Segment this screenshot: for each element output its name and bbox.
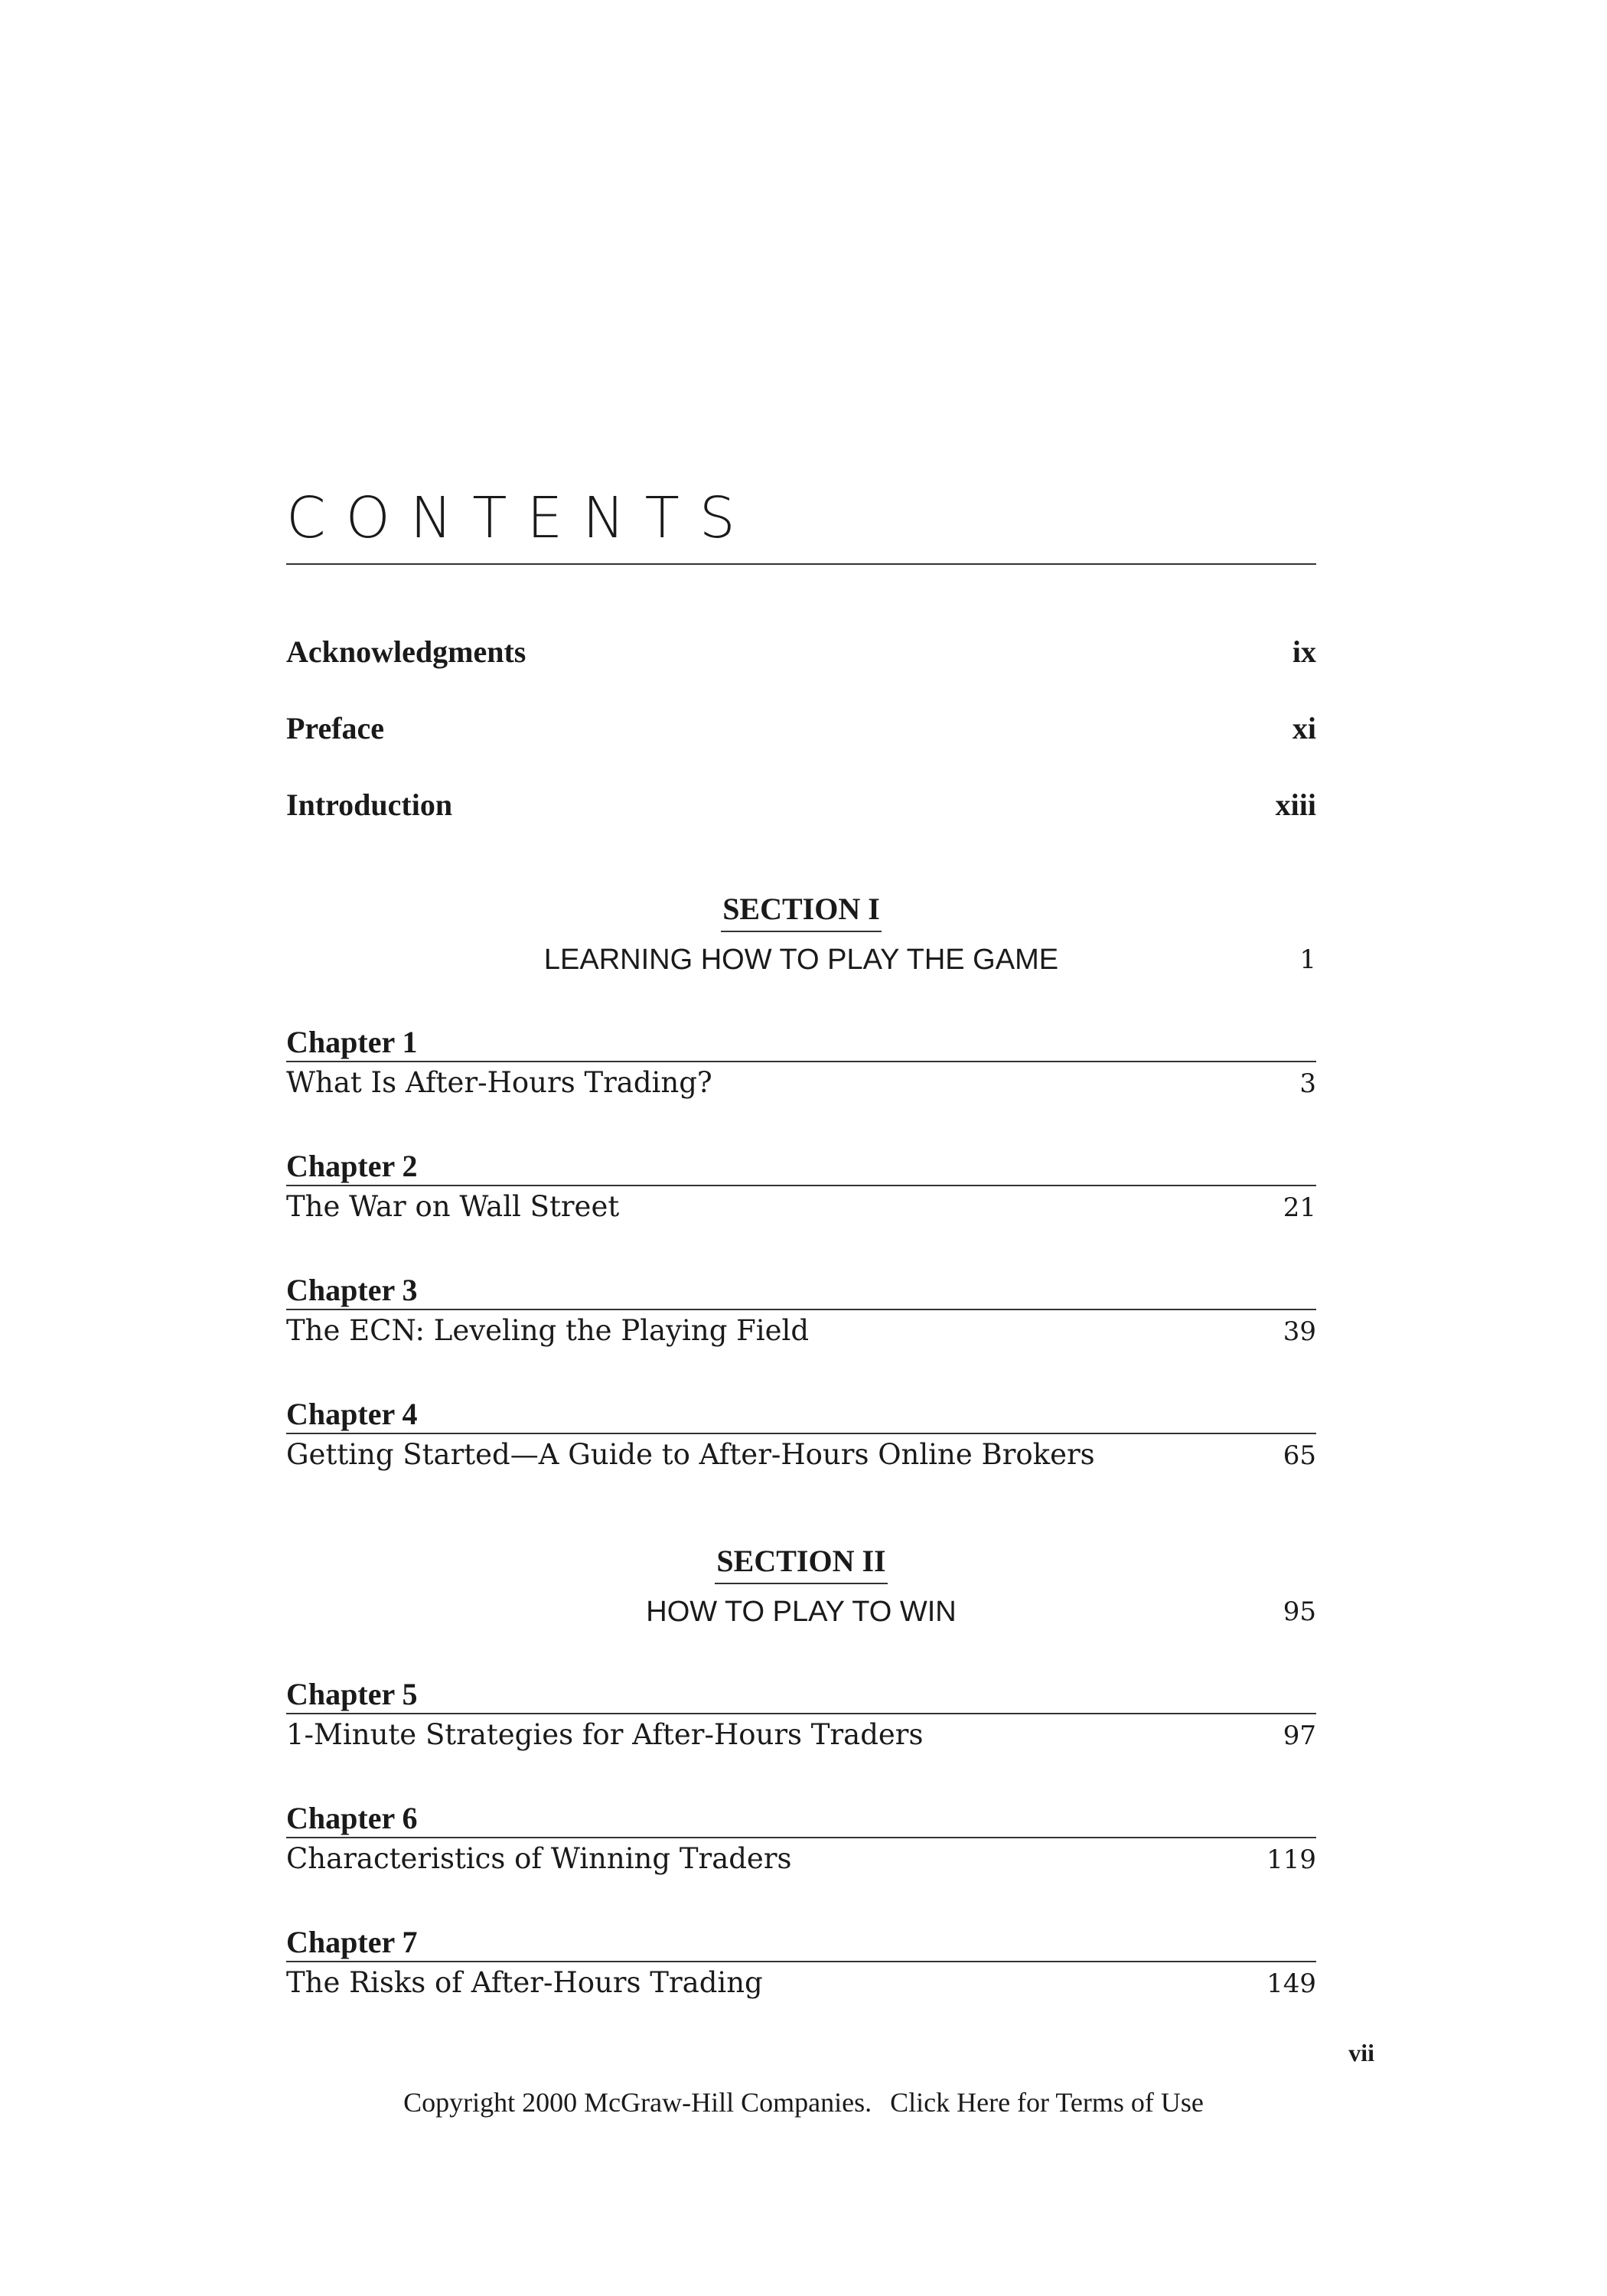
chapter-title: What Is After-Hours Trading? [286,1066,712,1099]
chapter-title: The War on Wall Street [286,1190,620,1223]
toc-entry-chapter-4[interactable] [286,1397,1316,1476]
toc-entry-label: Preface [286,711,385,745]
title-rule [286,563,1316,565]
chapter-page: 3 [1299,1068,1316,1099]
toc-entry-label: Introduction [286,788,453,822]
chapter-page: 149 [1266,1968,1316,1999]
terms-of-use-link[interactable]: Click Here for Terms of Use [890,2087,1204,2118]
section-title: HOW TO PLAY TO WIN [646,1596,957,1628]
chapter-title: Characteristics of Winning Traders [286,1842,792,1875]
toc-entry-chapter-6[interactable] [286,1802,1316,1880]
chapter-label: Chapter 2 [286,1150,1316,1186]
toc-entry-acknowledgments[interactable] [286,634,1316,669]
chapter-page: 97 [1283,1720,1316,1751]
toc-entry-chapter-3[interactable] [286,1274,1316,1352]
toc-entry-chapter-1[interactable] [286,1026,1316,1104]
toc-entry-chapter-2[interactable] [286,1150,1316,1228]
toc-entry-page: xiii [1275,788,1316,822]
chapter-label: Chapter 6 [286,1802,1316,1838]
toc-entry-label: Acknowledgments [286,634,526,669]
chapter-page: 39 [1283,1316,1316,1347]
chapter-label: Chapter 1 [286,1026,1316,1062]
section-title: LEARNING HOW TO PLAY THE GAME [543,944,1059,976]
chapter-label: Chapter 4 [286,1397,1316,1434]
chapter-page: 21 [1283,1192,1316,1223]
chapter-title: The ECN: Leveling the Playing Field [286,1314,810,1347]
page-title: CONTENTS [286,485,755,551]
section-heading: SECTION II [286,1546,1316,1584]
chapter-page: 119 [1266,1844,1316,1875]
toc-entry-section-1[interactable] [286,943,1316,977]
section-page: 1 [1299,944,1316,975]
toc-entry-page: ix [1292,634,1316,669]
toc-entry-page: xi [1292,711,1316,745]
section-heading: SECTION I [286,894,1316,932]
chapter-label: Chapter 3 [286,1274,1316,1310]
toc-entry-section-2[interactable] [286,1595,1316,1629]
chapter-title: 1-Minute Strategies for After-Hours Traders [286,1718,924,1751]
chapter-label: Chapter 7 [286,1926,1316,1962]
toc-entry-introduction[interactable] [286,790,1316,820]
section-page: 95 [1283,1596,1316,1627]
copyright-text: Copyright 2000 McGraw-Hill Companies. [403,2087,872,2118]
chapter-title: Getting Started—A Guide to After-Hours Online Brokers [286,1438,1095,1471]
page-number: vii [1348,2039,1374,2066]
toc-entry-chapter-5[interactable] [286,1678,1316,1756]
chapter-page: 65 [1283,1440,1316,1471]
footer [0,2086,1607,2118]
toc-entry-chapter-7[interactable] [286,1926,1316,2004]
chapter-title: The Risks of After-Hours Trading [286,1966,763,1999]
chapter-label: Chapter 5 [286,1678,1316,1714]
toc-entry-preface[interactable] [286,713,1316,744]
